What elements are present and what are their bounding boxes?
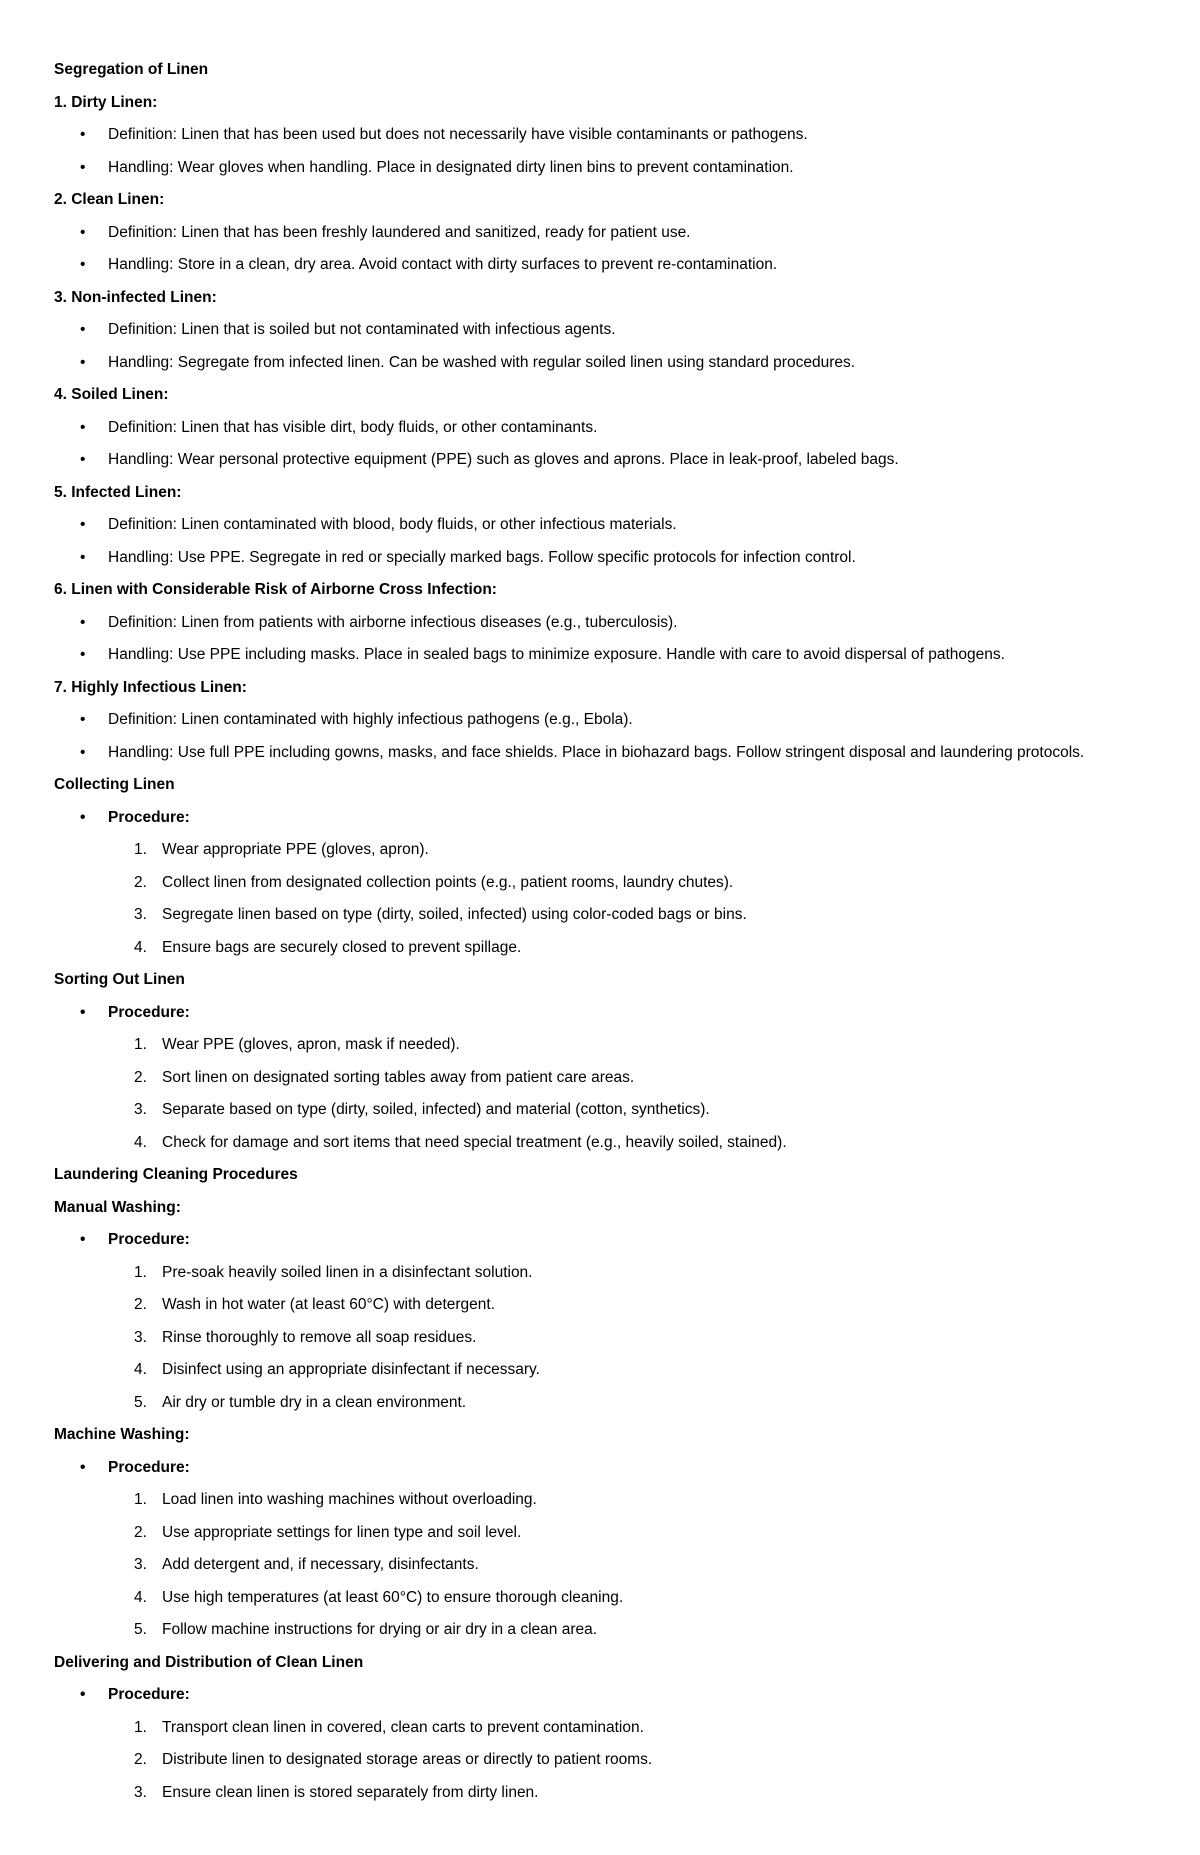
bullet-icon: • [80,1231,86,1248]
section-heading: Laundering Cleaning Procedures [54,1166,298,1183]
bullet-item [54,509,1200,542]
numbered-item [54,1354,1200,1387]
item-number: 3. [134,1101,147,1118]
bullet-text: Definition: Linen that is soiled but not contaminated with infectious agents. [108,321,616,338]
bullet-icon: • [80,743,86,761]
bullet-text: Handling: Use PPE. Segregate in red or specially marked bags. Follow specific protocols for infection control. [108,548,856,566]
item-number: 1. [134,1491,147,1508]
numbered-item [54,932,1200,965]
bullet-icon: • [80,353,86,371]
section-heading: Segregation of Linen [54,61,209,78]
item-number: 5. [134,1621,147,1638]
numbered-item [54,1289,1200,1322]
bullet-icon: • [80,1458,86,1476]
numbered-item [54,1712,1200,1745]
section-heading: 7. Highly Infectious Linen: [54,678,247,696]
bullet-item [54,217,1200,250]
numbered-item [54,899,1200,932]
numbered-item [54,1127,1200,1160]
bullet-text: Handling: Wear personal protective equipment (PPE) such as gloves and aprons. Place in leak-proof, labeled bags. [108,451,899,468]
numbered-item [54,1322,1200,1355]
bullet-item [54,1452,1200,1485]
section-heading: 6. Linen with Considerable Risk of Airborne Cross Infection: [54,581,497,598]
section-heading: 5. Infected Linen: [54,483,182,501]
bullet-item [54,444,1200,477]
item-text: Distribute linen to designated storage areas or directly to patient rooms. [162,1751,653,1768]
bullet-item [54,314,1200,347]
numbered-item [54,1257,1200,1290]
item-number: 2. [134,1296,147,1313]
item-text: Transport clean linen in covered, clean carts to prevent contamination. [162,1718,644,1736]
numbered-item [54,1484,1200,1517]
item-text: Segregate linen based on type (dirty, soiled, infected) using color-coded bags or bins. [162,906,747,923]
item-text: Use high temperatures (at least 60°C) to ensure thorough cleaning. [162,1588,624,1606]
bullet-item [54,802,1200,835]
section-heading: Collecting Linen [54,776,175,793]
numbered-item [54,1549,1200,1582]
item-number: 4. [134,1588,147,1606]
item-text: Follow machine instructions for drying or air dry in a clean area. [162,1621,598,1638]
numbered-item [54,1517,1200,1550]
bullet-item [54,639,1200,672]
item-number: 2. [134,1751,147,1768]
item-number: 3. [134,1556,147,1573]
item-text: Separate based on type (dirty, soiled, infected) and material (cotton, synthetics). [162,1101,710,1118]
numbered-item [54,1094,1200,1127]
item-text: Rinse thoroughly to remove all soap residues. [162,1328,477,1346]
numbered-item [54,1744,1200,1777]
bullet-icon: • [80,711,86,728]
bullet-item [54,1679,1200,1712]
item-number: 4. [134,1361,147,1378]
bullet-item [54,119,1200,152]
item-text: Disinfect using an appropriate disinfectant if necessary. [162,1361,540,1378]
item-number: 4. [134,938,147,956]
bullet-item [54,607,1200,640]
bullet-icon: • [80,158,86,176]
bullet-item [54,249,1200,282]
item-number: 2. [134,1068,147,1086]
numbered-item [54,867,1200,900]
numbered-item [54,834,1200,867]
item-text: Wear appropriate PPE (gloves, apron). [162,841,429,858]
item-text: Load linen into washing machines without overloading. [162,1491,537,1508]
bullet-icon: • [80,516,86,533]
item-text: Wash in hot water (at least 60°C) with detergent. [162,1296,496,1313]
bullet-icon: • [80,223,86,241]
bullet-icon: • [80,126,86,143]
item-text: Wear PPE (gloves, apron, mask if needed). [162,1036,460,1053]
numbered-item [54,1387,1200,1420]
bullet-item [54,997,1200,1030]
bullet-text: Procedure: [108,1686,190,1703]
bullet-text: Handling: Segregate from infected linen. Can be washed with regular soiled linen using standard procedures. [108,353,856,371]
item-number: 3. [134,906,147,923]
bullet-item [54,412,1200,445]
item-text: Pre-soak heavily soiled linen in a disinfectant solution. [162,1263,533,1281]
bullet-text: Definition: Linen that has visible dirt, body fluids, or other contaminants. [108,418,598,436]
item-text: Ensure clean linen is stored separately from dirty linen. [162,1783,539,1801]
bullet-text: Procedure: [108,1231,190,1248]
bullet-text: Definition: Linen that has been freshly laundered and sanitized, ready for patient use. [108,223,691,241]
bullet-icon: • [80,451,86,468]
bullet-item [54,704,1200,737]
item-number: 1. [134,1263,147,1281]
bullet-text: Procedure: [108,1458,190,1476]
bullet-item [54,737,1200,770]
section-heading: Sorting Out Linen [54,971,185,988]
bullet-icon: • [80,256,86,273]
bullet-text: Definition: Linen that has been used but does not necessarily have visible contaminants or pathogens. [108,126,808,143]
section-heading: 3. Non-infected Linen: [54,288,217,306]
bullet-item [54,1224,1200,1257]
section-heading: Delivering and Distribution of Clean Linen [54,1653,364,1671]
item-number: 5. [134,1393,147,1411]
bullet-text: Handling: Store in a clean, dry area. Avoid contact with dirty surfaces to prevent re-contamination. [108,256,778,273]
bullet-text: Procedure: [108,1003,190,1021]
item-text: Air dry or tumble dry in a clean environment. [162,1393,467,1411]
bullet-text: Handling: Use full PPE including gowns, masks, and face shields. Place in biohazard bags. Follow stringent disposal and laundering protocols. [108,743,1085,761]
numbered-item [54,1062,1200,1095]
section-heading: Manual Washing: [54,1198,181,1216]
section-heading: 2. Clean Linen: [54,191,165,208]
bullet-text: Definition: Linen contaminated with highly infectious pathogens (e.g., Ebola). [108,711,633,728]
item-number: 2. [134,873,147,891]
bullet-icon: • [80,321,86,338]
bullet-icon: • [80,808,86,826]
bullet-icon: • [80,1686,86,1703]
item-number: 2. [134,1523,147,1541]
bullet-text: Definition: Linen from patients with airborne infectious diseases (e.g., tuberculosis). [108,613,678,631]
item-text: Collect linen from designated collection points (e.g., patient rooms, laundry chutes). [162,873,734,891]
item-number: 1. [134,841,147,858]
item-number: 1. [134,1718,147,1736]
bullet-text: Definition: Linen contaminated with blood, body fluids, or other infectious materials. [108,516,677,533]
item-number: 4. [134,1133,147,1151]
bullet-icon: • [80,613,86,631]
bullet-icon: • [80,418,86,436]
item-text: Check for damage and sort items that need special treatment (e.g., heavily soiled, stained). [162,1133,787,1151]
bullet-icon: • [80,548,86,566]
item-number: 3. [134,1783,147,1801]
numbered-item [54,1582,1200,1615]
bullet-text: Procedure: [108,808,190,826]
bullet-item [54,347,1200,380]
item-number: 1. [134,1036,147,1053]
bullet-icon: • [80,646,86,663]
bullet-item [54,542,1200,575]
bullet-text: Handling: Use PPE including masks. Place in sealed bags to minimize exposure. Handle with care to avoid dispersal of pathogens. [108,646,1005,663]
item-text: Add detergent and, if necessary, disinfectants. [162,1556,479,1573]
bullet-icon: • [80,1003,86,1021]
item-number: 3. [134,1328,147,1346]
numbered-item [54,1614,1200,1647]
section-heading: Machine Washing: [54,1426,190,1443]
bullet-text: Handling: Wear gloves when handling. Place in designated dirty linen bins to prevent contamination. [108,158,794,176]
item-text: Use appropriate settings for linen type and soil level. [162,1523,522,1541]
item-text: Ensure bags are securely closed to prevent spillage. [162,938,522,956]
section-heading: 4. Soiled Linen: [54,386,169,403]
item-text: Sort linen on designated sorting tables away from patient care areas. [162,1068,635,1086]
numbered-item [54,1777,1200,1810]
numbered-item [54,1029,1200,1062]
section-heading: 1. Dirty Linen: [54,93,158,111]
bullet-item [54,152,1200,185]
